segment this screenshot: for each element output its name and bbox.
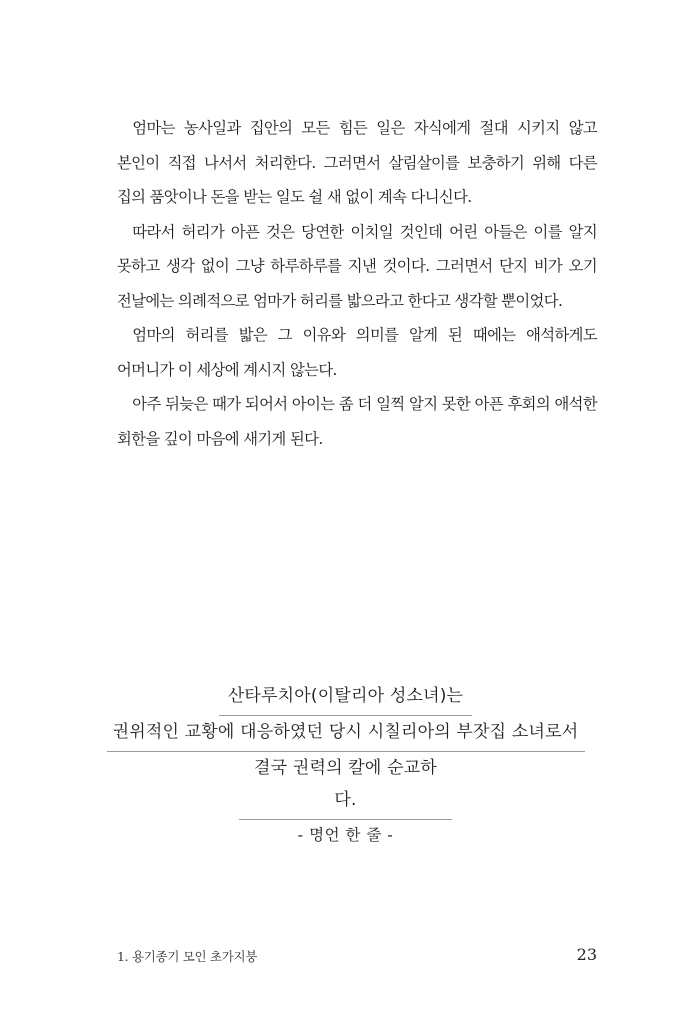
running-head: 1. 용기종기 모인 초가지붕 [117,949,258,964]
page-number: 23 [576,945,597,964]
quote-line: 결국 권력의 칼에 순교하다. [239,752,452,820]
quote-source: - 명언 한 줄 - [297,826,394,844]
quote-line: 권위적인 교황에 대응하였던 당시 시칠리아의 부잣집 소녀로서 [107,716,585,752]
body-text [117,111,597,456]
paragraph: 따라서 허리가 아픈 것은 당연한 이치일 것인데 어린 아들은 이를 알지 못하고 생각 없이 그냥 하루하루를 지낸 것이다. 그러면서 단지 비가 오기 전날에는 의례적으로 엄마가 허리를 밟으라고 한다고 생각할 뿐이었다. [117,222,597,310]
quote-line: 산타루치아(이탈리아 성소녀)는 [219,680,472,716]
page-footer [117,945,597,965]
paragraph: 엄마는 농사일과 집안의 모든 힘든 일은 자식에게 절대 시키지 않고 본인이 직접 나서서 처리한다. 그러면서 살림살이를 보충하기 위해 다른 집의 품앗이나 돈을 받는 일도 쉴 새 없이 계속 다니신다. [117,119,597,206]
paragraph: 아주 뒤늦은 때가 되어서 아이는 좀 더 일찍 알지 못한 아픈 후회의 애석한 회한을 깊이 마음에 새기게 된다. [117,395,597,448]
quote-block [0,680,691,847]
paragraph: 엄마의 허리를 밟은 그 이유와 의미를 알게 된 때에는 애석하게도 어머니가 이 세상에 계시지 않는다. [117,326,597,379]
